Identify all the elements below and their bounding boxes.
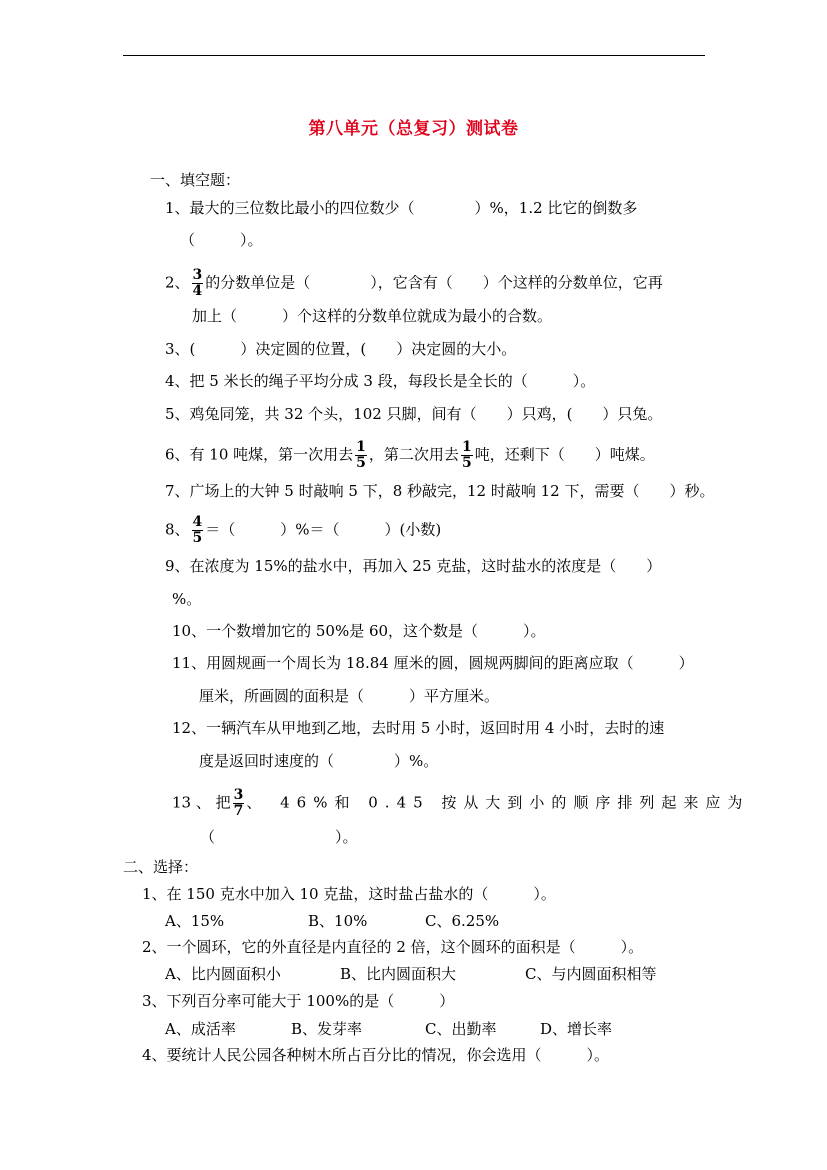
q2-frac-num: 3: [192, 267, 203, 283]
q9-line2: %。: [172, 590, 202, 608]
mc-q1-option-a: A、15%: [165, 912, 225, 930]
q13-line1: [172, 788, 749, 819]
mc-q3-option-d: D、增长率: [540, 1020, 613, 1038]
mc-q2-option-a: A、比内圆面积小: [165, 965, 281, 983]
section2-heading: 二、选择：: [123, 858, 199, 876]
q12-line2: 度是返回时速度的（ ）%。: [199, 752, 439, 770]
q2-text: 的分数单位是（ ），它含有（ ）个这样的分数单位，它再: [205, 273, 663, 292]
q13-frac-num: 3: [233, 787, 244, 803]
mc-q3: 3、下列百分率可能大于 100%的是（ ）: [142, 992, 455, 1010]
q3: 3、( ）决定圆的位置，( ）决定圆的大小。: [165, 340, 517, 358]
q6-frac2-den: 5: [461, 455, 472, 471]
q6-text-c: 吨，还剩下（ ）吨煤。: [474, 445, 655, 464]
q6-fraction-1: [355, 440, 367, 471]
q13-line2: （ ）。: [200, 828, 358, 846]
q10: 10、一个数增加它的 50%是 60，这个数是（ ）。: [172, 622, 546, 640]
q6-frac1-den: 5: [356, 455, 366, 471]
q5: 5、鸡兔同笼，共 32 个头，102 只脚，间有（ ）只鸡，( ）只兔。: [165, 405, 663, 423]
q13-frac-den: 7: [233, 803, 244, 819]
q2-prefix: 2、: [165, 273, 190, 292]
q2-frac-den: 4: [192, 283, 203, 299]
q13-prefix: 13 、 把: [172, 793, 231, 812]
q6: [165, 440, 655, 471]
q1-line2: （ ）。: [180, 231, 263, 249]
q11-line2: 厘米，所画圆的面积是（ ）平方厘米。: [199, 687, 500, 705]
mc-q1: 1、在 150 克水中加入 10 克盐，这时盐占盐水的（ ）。: [142, 885, 556, 903]
q6-frac2-num: 1: [461, 439, 472, 455]
mc-q1-option-c: C、6.25%: [425, 912, 500, 930]
q7: 7、广场上的大钟 5 时敲响 5 下，8 秒敲完，12 时敲响 12 下，需要（ ）秒。: [165, 482, 715, 500]
q13-fraction: [233, 788, 245, 819]
q8-text: ＝（ ）%＝（ ）(小数): [205, 520, 442, 539]
q8-fraction: [192, 515, 204, 546]
q4: 4、把 5 米长的绳子平均分成 3 段，每段长是全长的（ ）。: [165, 372, 596, 390]
q6-text-a: 6、有 10 吨煤，第一次用去: [165, 445, 354, 464]
mc-q3-option-a: A、成活率: [165, 1020, 236, 1038]
mc-q2-option-c: C、与内圆面积相等: [525, 965, 657, 983]
q8-frac-den: 5: [192, 530, 203, 546]
q9-line1: 9、在浓度为 15%的盐水中，再加入 25 克盐，这时盐水的浓度是（ ）: [165, 557, 662, 575]
mc-q3-option-b: B、发芽率: [291, 1020, 363, 1038]
q8-frac-num: 4: [192, 514, 203, 530]
q12-line1: 12、一辆汽车从甲地到乙地，去时用 5 小时，返回时用 4 小时，去时的速: [172, 719, 665, 737]
q6-text-b: ，第二次用去: [368, 445, 459, 464]
q2-fraction: [192, 268, 204, 299]
q8: [165, 515, 441, 546]
q1-line1: 1、最大的三位数比最小的四位数少（ ）%，1.2 比它的倒数多: [165, 199, 638, 217]
mc-q4: 4、要统计人民公园各种树木所占百分比的情况，你会选用（ ）。: [142, 1046, 610, 1064]
header-rule: [123, 55, 705, 56]
mc-q1-option-b: B、10%: [308, 912, 368, 930]
q6-fraction-2: [461, 440, 473, 471]
page-title: 第八单元（总复习）测试卷: [308, 119, 519, 139]
q13-text: 、 46%和 0.45 按从大到小的顺序排列起来应为: [246, 793, 750, 812]
section1-heading: 一、填空题：: [150, 171, 241, 189]
mc-q3-option-c: C、出勤率: [425, 1020, 497, 1038]
q11-line1: 11、用圆规画一个周长为 18.84 厘米的圆，圆规两脚间的距离应取（ ）: [172, 654, 694, 672]
mc-q2: 2、一个圆环，它的外直径是内直径的 2 倍，这个圆环的面积是（ ）。: [142, 938, 644, 956]
q2-line1: [165, 268, 663, 299]
q6-frac1-num: 1: [356, 439, 366, 455]
q8-prefix: 8、: [165, 520, 190, 539]
q2-line2: 加上（ ）个这样的分数单位就成为最小的合数。: [192, 307, 553, 325]
mc-q2-option-b: B、比内圆面积大: [340, 965, 457, 983]
